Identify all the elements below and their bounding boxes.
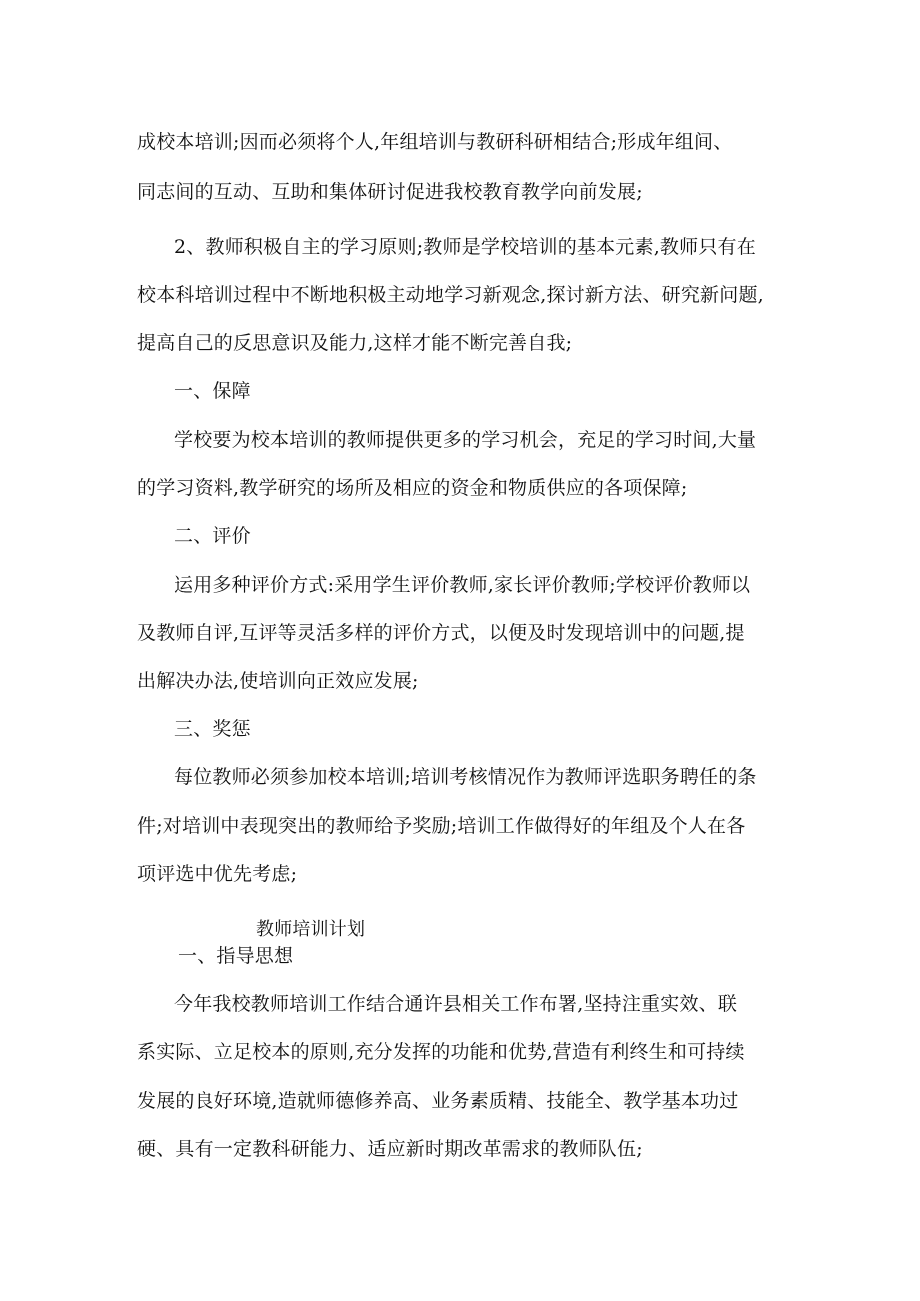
document-title: 教师培训计划: [256, 919, 366, 940]
paragraph-line: 提高自己的反思意识及能力,这样才能不断完善自我;: [137, 332, 573, 354]
section-heading-evaluation: 二、评价: [174, 525, 251, 547]
paragraph-line: 发展的良好环境,造就师德修养高、业务素质精、技能全、教学基本功过: [137, 1090, 739, 1112]
paragraph-line: 硬、具有一定教科研能力、适应新时期改革需求的教师队伍;: [137, 1138, 643, 1160]
paragraph-line: 出解决办法,使培训向正效应发展;: [137, 670, 419, 692]
paragraph-line: 及教师自评,互评等灵活多样的评价方式，以便及时发现培训中的问题,提: [137, 622, 745, 644]
paragraph-line: 2、教师积极自主的学习原则;教师是学校培训的基本元素,教师只有在: [174, 236, 756, 258]
section-heading-guarantee: 一、保障: [174, 380, 251, 402]
paragraph-line: 项评选中优先考虑;: [137, 863, 298, 885]
paragraph-line: 学校要为校本培训的教师提供更多的学习机会，充足的学习时间,大量: [174, 429, 757, 451]
paragraph-line: 每位教师必须参加校本培训;培训考核情况作为教师评选职务聘任的条: [174, 766, 757, 788]
paragraph-line: 今年我校教师培训工作结合通许县相关工作布署,坚持注重实效、联: [174, 993, 738, 1015]
paragraph-line: 成校本培训;因而必须将个人,年组培训与教研科研相结合;形成年组间、: [137, 131, 733, 153]
paragraph-line: 运用多种评价方式:采用学生评价教师,家长评价教师;学校评价教师以: [174, 574, 751, 596]
section-heading-rewards: 三、奖惩: [174, 718, 251, 740]
paragraph-line: 系实际、立足校本的原则,充分发挥的功能和优势,营造有利终生和可持续: [137, 1041, 745, 1063]
section-heading-guiding-ideology: 一、指导思想: [178, 945, 294, 967]
paragraph-line: 的学习资料,教学研究的场所及相应的资金和物质供应的各项保障;: [137, 477, 688, 499]
paragraph-line: 校本科培训过程中不断地积极主动地学习新观念,探讨新方法、研究新问题,: [137, 284, 764, 306]
paragraph-line: 件;对培训中表现突出的教师给予奖励;培训工作做得好的年组及个人在各: [137, 815, 746, 837]
paragraph-line: 同志间的互动、互助和集体研讨促进我校教育教学向前发展;: [137, 181, 643, 203]
